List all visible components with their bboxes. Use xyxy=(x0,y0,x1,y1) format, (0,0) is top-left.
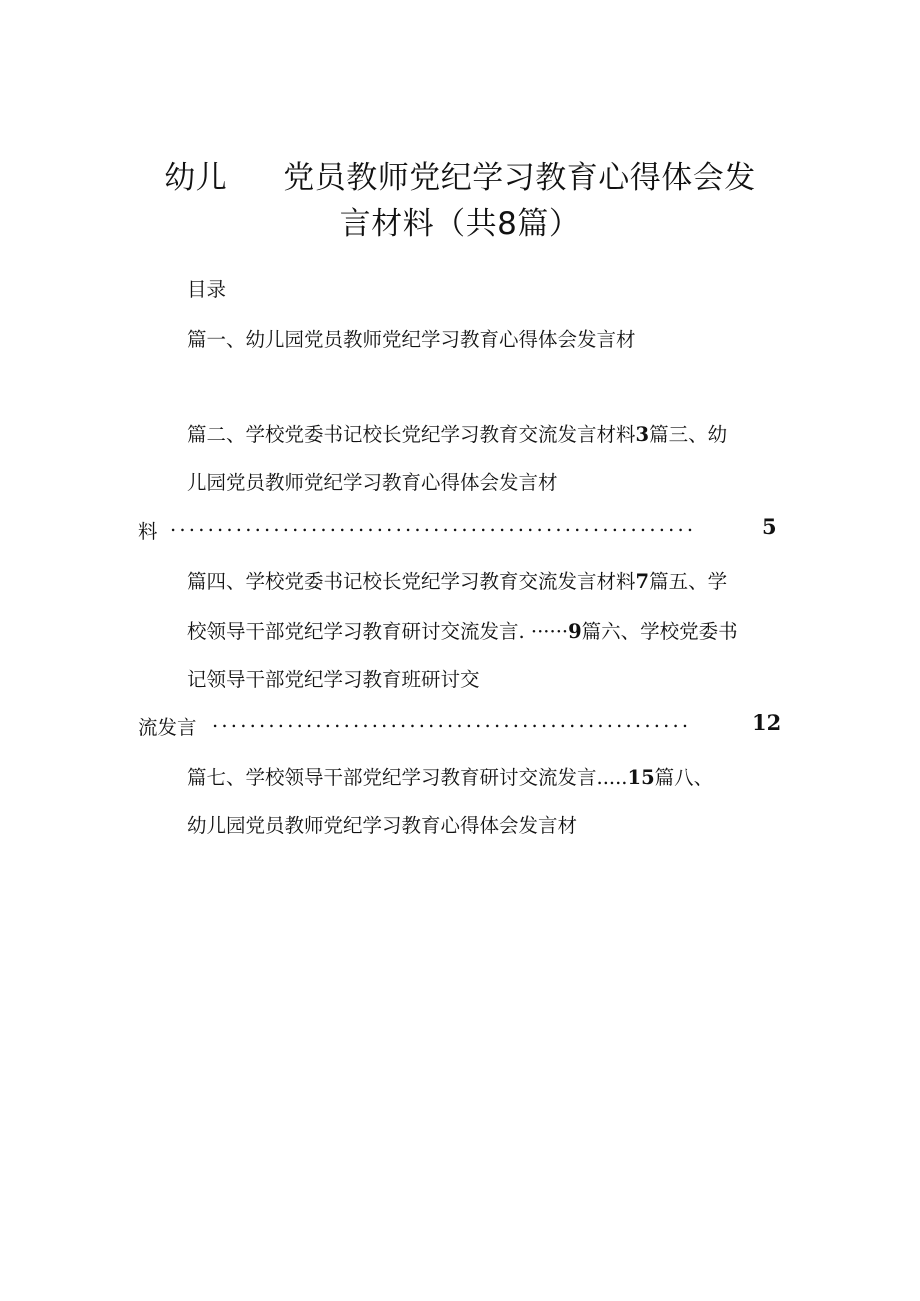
toc-entry-6-start: 篇六、学校党委书 xyxy=(581,620,738,643)
toc-entry-7-text: 篇七、学校领导干部党纪学习教育研讨交流发言..... xyxy=(187,766,628,789)
toc-entry-4 xyxy=(187,566,727,594)
toc-entry-4-text: 篇四、学校党委书记校长党纪学习教育交流发言材料 xyxy=(187,570,636,593)
toc-entry-3-start: 篇三、幼 xyxy=(649,423,728,446)
title-part-a: 幼儿 xyxy=(164,160,228,196)
toc-entry-7-page: 15 xyxy=(627,766,655,789)
toc-entry-2-text: 篇二、学校党委书记校长党纪学习教育交流发言材料 xyxy=(187,423,636,446)
toc-leader-dots-6: ................................................... xyxy=(212,709,692,732)
toc-entry-5-page: 9 xyxy=(568,620,582,643)
toc-entry-2-page: 3 xyxy=(635,423,650,446)
toc-entry-5-start: 篇五、学 xyxy=(649,570,728,593)
toc-entry-6-page: 12 xyxy=(752,710,782,735)
toc-entry-5 xyxy=(187,616,738,644)
toc-entry-5-text: 校领导干部党纪学习教育研讨交流发言. ······ xyxy=(187,620,569,643)
title-line-2: 言材料（共8篇） xyxy=(339,206,581,242)
toc-entry-8-cont: 幼儿园党员教师党纪学习教育心得体会发言材 xyxy=(187,814,578,837)
title-line-1 xyxy=(0,152,920,197)
toc-entry-3-end: 料 xyxy=(138,520,158,543)
toc-leader-dots-3: ........................................................ xyxy=(170,513,697,536)
toc-entry-2 xyxy=(187,419,727,447)
title-part-b: 党员教师党纪学习教育心得体会发 xyxy=(283,160,756,196)
toc-entry-7 xyxy=(187,762,713,790)
toc-entry-3-cont: 儿园党员教师党纪学习教育心得体会发言材 xyxy=(187,471,558,494)
toc-entry-6-cont: 记领导干部党纪学习教育班研讨交 xyxy=(187,668,480,691)
toc-entry-8-start: 篇八、 xyxy=(654,766,714,789)
toc-entry-4-page: 7 xyxy=(635,570,650,593)
toc-entry-3-page: 5 xyxy=(762,514,777,539)
toc-entry-6-end: 流发言 xyxy=(138,716,197,739)
toc-heading: 目录 xyxy=(187,278,227,301)
toc-entry-1: 篇一、幼儿园党员教师党纪学习教育心得体会发言材 xyxy=(187,328,636,351)
